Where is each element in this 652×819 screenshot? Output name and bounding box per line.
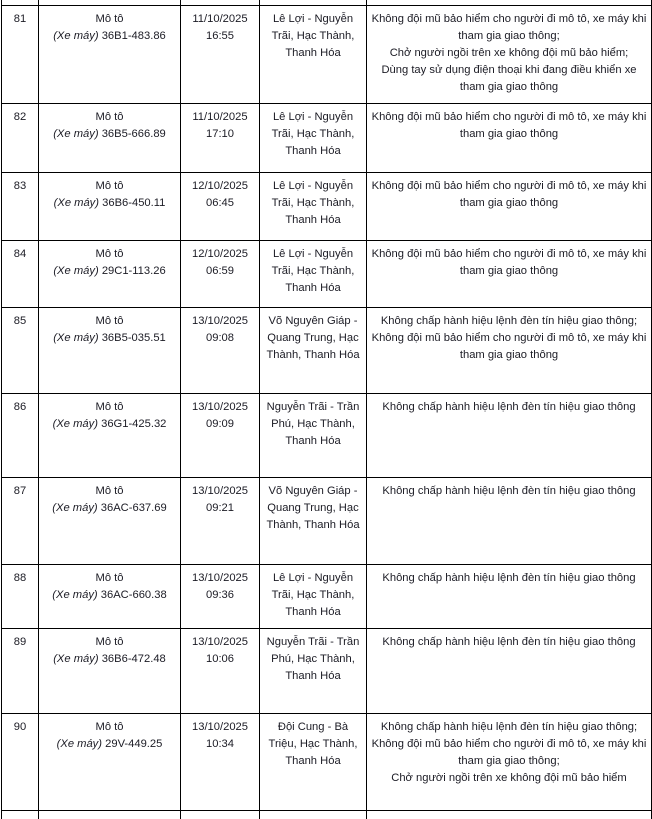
empty-cell <box>2 810 39 819</box>
vehicle-note: (Xe máy) <box>53 264 99 277</box>
violations-cell <box>367 628 652 713</box>
vehicle-cell <box>39 240 181 307</box>
datetime-cell <box>181 172 260 240</box>
violation-time: 06:45 <box>206 196 234 209</box>
vehicle-cell <box>39 393 181 477</box>
vehicle-cell <box>39 172 181 240</box>
vehicle-note: (Xe máy) <box>53 127 99 140</box>
vehicle-plate-line <box>43 416 176 433</box>
violation-text: Không đội mũ bảo hiểm cho người đi mô tô, xe máy khi tham gia giao thông; <box>371 12 647 42</box>
violation-index: 87 <box>2 477 39 564</box>
empty-cell <box>260 810 367 819</box>
vehicle-note: (Xe máy) <box>52 588 98 601</box>
location-cell: Võ Nguyên Giáp - Quang Trung, Hạc Thành, Thanh Hóa <box>260 477 367 564</box>
violation-text: Không chấp hành hiệu lệnh đèn tín hiệu giao thông; <box>380 720 638 733</box>
violation-index: 86 <box>2 393 39 477</box>
vehicle-type: Mô tô <box>95 110 124 123</box>
table-row <box>2 5 652 103</box>
violation-time: 16:55 <box>206 29 234 42</box>
table-row <box>2 713 652 810</box>
violation-text: Không đội mũ bảo hiểm cho người đi mô tô, xe máy khi tham gia giao thông; <box>371 737 647 767</box>
location-cell: Võ Nguyên Giáp - Quang Trung, Hạc Thành, Thanh Hóa <box>260 307 367 393</box>
table-row <box>2 172 652 240</box>
datetime-cell <box>181 564 260 628</box>
violation-text: Không đội mũ bảo hiểm cho người đi mô tô, xe máy khi tham gia giao thông <box>371 331 647 361</box>
violation-date: 13/10/2025 <box>192 635 248 648</box>
violation-date: 13/10/2025 <box>192 484 248 497</box>
vehicle-cell <box>39 103 181 172</box>
vehicle-type: Mô tô <box>95 179 124 192</box>
vehicle-note: (Xe máy) <box>53 652 99 665</box>
violation-table <box>1 0 652 819</box>
violation-time: 09:08 <box>206 331 234 344</box>
violations-cell <box>367 307 652 393</box>
violations-cell <box>367 172 652 240</box>
violations-cell <box>367 564 652 628</box>
datetime-cell <box>181 477 260 564</box>
vehicle-plate-line <box>43 28 176 45</box>
vehicle-plate-line <box>43 500 176 517</box>
violation-date: 13/10/2025 <box>192 314 248 327</box>
violation-index: 84 <box>2 240 39 307</box>
violation-date: 11/10/2025 <box>192 110 248 123</box>
plate-number: 36AC-637.69 <box>100 501 167 514</box>
datetime-cell <box>181 103 260 172</box>
datetime-cell <box>181 240 260 307</box>
vehicle-cell <box>39 477 181 564</box>
violation-text: Không đội mũ bảo hiểm cho người đi mô tô, xe máy khi tham gia giao thông <box>371 247 647 277</box>
violations-cell <box>367 103 652 172</box>
vehicle-note: (Xe máy) <box>56 737 103 750</box>
location-cell: Lê Lợi - Nguyễn Trãi, Hạc Thành, Thanh Hóa <box>260 5 367 103</box>
plate-number: 36B5-666.89 <box>101 127 166 140</box>
violation-text: Không đội mũ bảo hiểm cho người đi mô tô, xe máy khi tham gia giao thông <box>371 179 647 209</box>
violation-text: Chở người ngồi trên xe không đội mũ bảo hiểm; <box>389 46 629 59</box>
vehicle-type: Mô tô <box>95 12 124 25</box>
violations-cell <box>367 5 652 103</box>
empty-cell <box>181 810 260 819</box>
table-row <box>2 103 652 172</box>
violations-cell <box>367 393 652 477</box>
vehicle-plate-line <box>43 330 176 347</box>
violation-text: Không chấp hành hiệu lệnh đèn tín hiệu giao thông <box>382 400 636 413</box>
table-row <box>2 307 652 393</box>
violation-date: 12/10/2025 <box>192 179 248 192</box>
plate-number: 36G1-425.32 <box>101 417 167 430</box>
empty-cell <box>367 810 652 819</box>
violation-index: 89 <box>2 628 39 713</box>
plate-number: 36B1-483.86 <box>101 29 166 42</box>
location-cell: Nguyễn Trãi - Trần Phú, Hạc Thành, Thanh Hóa <box>260 393 367 477</box>
violation-index: 83 <box>2 172 39 240</box>
violation-text: Không chấp hành hiệu lệnh đèn tín hiệu giao thông <box>382 635 636 648</box>
vehicle-note: (Xe máy) <box>52 501 98 514</box>
vehicle-plate-line <box>43 736 176 753</box>
vehicle-cell <box>39 307 181 393</box>
clipped-row-bottom <box>2 810 652 819</box>
datetime-cell <box>181 5 260 103</box>
plate-number: 36AC-660.38 <box>100 588 167 601</box>
violation-text: Không chấp hành hiệu lệnh đèn tín hiệu giao thông <box>382 484 636 497</box>
vehicle-cell <box>39 5 181 103</box>
location-cell: Nguyễn Trãi - Trần Phú, Hạc Thành, Thanh Hóa <box>260 628 367 713</box>
table-row <box>2 628 652 713</box>
datetime-cell <box>181 628 260 713</box>
violation-time: 06:59 <box>206 264 234 277</box>
vehicle-plate-line <box>43 587 176 604</box>
violation-date: 11/10/2025 <box>192 12 248 25</box>
vehicle-cell <box>39 628 181 713</box>
table-row <box>2 477 652 564</box>
vehicle-type: Mô tô <box>95 571 124 584</box>
violation-index: 88 <box>2 564 39 628</box>
datetime-cell <box>181 307 260 393</box>
vehicle-cell <box>39 713 181 810</box>
violation-text: Không chấp hành hiệu lệnh đèn tín hiệu giao thông <box>382 571 636 584</box>
vehicle-type: Mô tô <box>95 635 124 648</box>
violation-time: 09:21 <box>206 501 234 514</box>
violation-text: Không đội mũ bảo hiểm cho người đi mô tô, xe máy khi tham gia giao thông <box>371 110 647 140</box>
location-cell: Đội Cung - Bà Triệu, Hạc Thành, Thanh Hóa <box>260 713 367 810</box>
violations-cell <box>367 240 652 307</box>
datetime-cell <box>181 393 260 477</box>
vehicle-plate-line <box>43 195 176 212</box>
violation-date: 13/10/2025 <box>192 571 248 584</box>
vehicle-note: (Xe máy) <box>53 29 99 42</box>
violation-time: 17:10 <box>206 127 234 140</box>
vehicle-note: (Xe máy) <box>53 196 100 209</box>
table-row <box>2 240 652 307</box>
violation-time: 09:36 <box>206 588 234 601</box>
vehicle-type: Mô tô <box>95 720 124 733</box>
violation-time: 10:06 <box>206 652 234 665</box>
vehicle-note: (Xe máy) <box>53 331 99 344</box>
violations-cell <box>367 713 652 810</box>
vehicle-plate-line <box>43 126 176 143</box>
plate-number: 36B6-472.48 <box>101 652 166 665</box>
vehicle-type: Mô tô <box>95 484 124 497</box>
table-row <box>2 393 652 477</box>
location-cell: Lê Lợi - Nguyễn Trãi, Hạc Thành, Thanh Hóa <box>260 103 367 172</box>
plate-number: 29C1-113.26 <box>101 264 166 277</box>
violation-text: Dùng tay sử dụng điện thoại khi đang điều khiển xe tham gia giao thông <box>381 63 637 93</box>
vehicle-type: Mô tô <box>95 314 124 327</box>
plate-number: 36B5-035.51 <box>101 331 166 344</box>
violation-time: 10:34 <box>206 737 234 750</box>
plate-number: 29V-449.25 <box>105 737 163 750</box>
table-row <box>2 564 652 628</box>
vehicle-plate-line <box>43 263 176 280</box>
violation-index: 81 <box>2 5 39 103</box>
empty-cell <box>39 810 181 819</box>
vehicle-note: (Xe máy) <box>52 417 98 430</box>
location-cell: Lê Lợi - Nguyễn Trãi, Hạc Thành, Thanh Hóa <box>260 172 367 240</box>
violations-cell <box>367 477 652 564</box>
datetime-cell <box>181 713 260 810</box>
vehicle-cell <box>39 564 181 628</box>
vehicle-plate-line <box>43 651 176 668</box>
violation-index: 82 <box>2 103 39 172</box>
violation-text: Không chấp hành hiệu lệnh đèn tín hiệu giao thông; <box>380 314 638 327</box>
violation-date: 12/10/2025 <box>192 247 248 260</box>
violation-date: 13/10/2025 <box>192 400 248 413</box>
location-cell: Lê Lợi - Nguyễn Trãi, Hạc Thành, Thanh Hóa <box>260 564 367 628</box>
plate-number: 36B6-450.11 <box>102 196 166 209</box>
vehicle-type: Mô tô <box>95 247 124 260</box>
violation-time: 09:09 <box>206 417 234 430</box>
location-cell: Lê Lợi - Nguyễn Trãi, Hạc Thành, Thanh Hóa <box>260 240 367 307</box>
violation-index: 85 <box>2 307 39 393</box>
violation-index: 90 <box>2 713 39 810</box>
violation-text: Chở người ngồi trên xe không đội mũ bảo hiểm <box>391 771 627 784</box>
vehicle-type: Mô tô <box>95 400 124 413</box>
violation-date: 13/10/2025 <box>192 720 248 733</box>
